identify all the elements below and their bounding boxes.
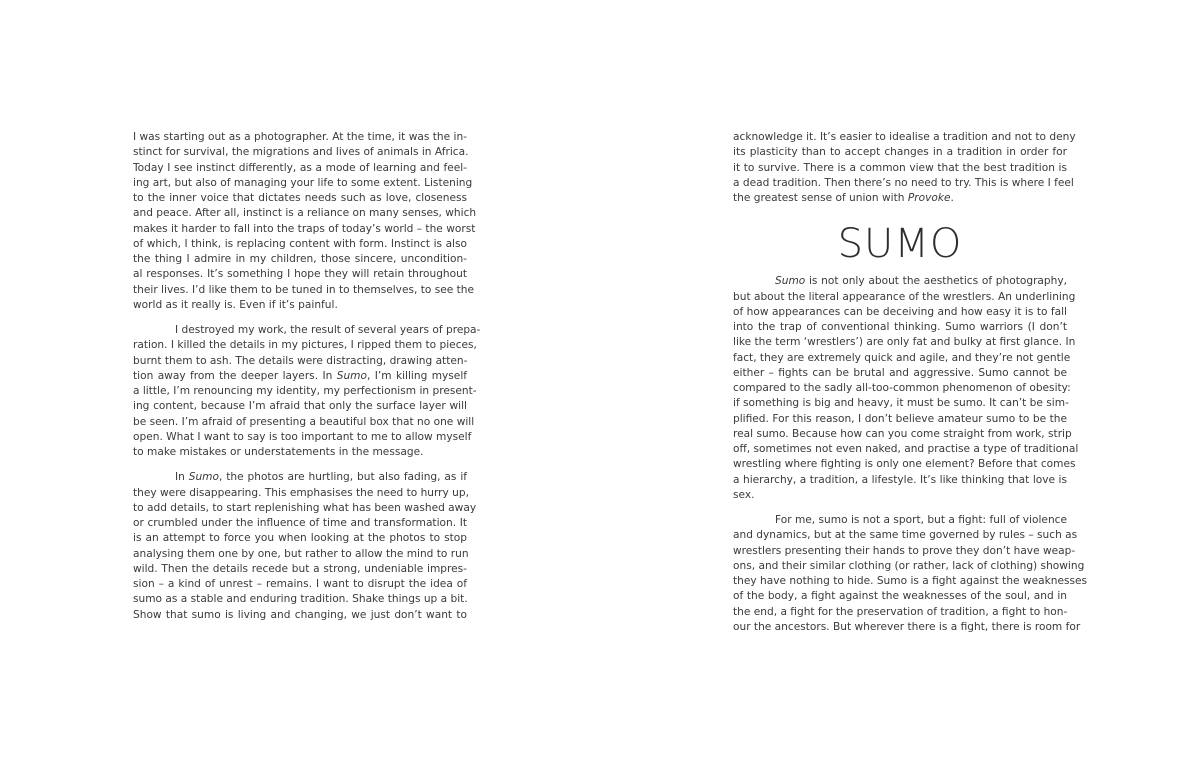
left-paragraph-3 xyxy=(133,470,477,623)
text-line: ing content, because I’m afraid that only the surface layer will xyxy=(133,400,467,413)
text-line: sex. xyxy=(733,488,755,501)
text-line: ons, and their similar clothing (or rather, lack of clothing) showing xyxy=(733,559,1085,572)
text-line: tion away from the deeper layers. In Sumo, I’m killing myself xyxy=(133,369,467,382)
left-paragraph-1 xyxy=(133,130,477,313)
text-line: of how appearances can be deceiving and how easy it is to fall xyxy=(733,305,1067,318)
text-line: sumo as a stable and enduring tradition. Shake things up a bit. xyxy=(133,593,468,606)
text-line: ing art, but also of managing your life to some extent. Listening xyxy=(133,176,473,189)
text-line: into the trap of conventional thinking. Sumo warriors (I don’t xyxy=(733,321,1067,333)
text-line: acknowledge it. It’s easier to idealise a tradition and not to deny xyxy=(733,131,1076,143)
text-line: the thing I admire in my children, those sincere, uncondition- xyxy=(133,253,467,265)
text-line: open. What I want to say is too important to me to allow myself xyxy=(133,430,472,443)
text-line: and peace. After all, instinct is a reliance on many senses, which xyxy=(133,207,477,220)
text-line: ration. I killed the details in my pictures, I ripped them to pieces, xyxy=(133,339,477,352)
text-line: either – fights can be brutal and aggressive. Sumo cannot be xyxy=(733,366,1067,379)
text-line: I was starting out as a photographer. At the time, it was the in- xyxy=(133,131,467,143)
right-paragraph-2 xyxy=(733,513,1088,635)
text-line: stinct for survival, the migrations and lives of animals in Africa. xyxy=(133,146,469,159)
text-line: is an attempt to force you when looking at the photos to stop xyxy=(133,532,467,545)
text-line: and dynamics, but at the same time governed by rules – such as xyxy=(733,529,1078,542)
text-line: be seen. I’m afraid of presenting a beautiful box that no one will xyxy=(133,415,475,428)
right-paragraph-1 xyxy=(733,274,1079,503)
text-line: of the body, a fight against the weaknesses of the soul, and in xyxy=(733,590,1067,603)
text-line: off, sometimes not even naked, and practise a type of traditional xyxy=(733,443,1079,455)
section-heading: SUMO xyxy=(837,221,963,268)
text-line: a little, I’m renouncing my identity, my perfectionism in present- xyxy=(133,385,477,397)
text-line: fact, they are extremely quick and agile, and they’re not gentle xyxy=(733,351,1071,364)
text-line: of which, I think, is replacing content with form. Instinct is also xyxy=(133,237,467,250)
text-line: analysing them one by one, but rather to allow the mind to run xyxy=(133,547,469,560)
text-line: if something is big and heavy, it must be sumo. It can’t be sim- xyxy=(733,397,1069,410)
text-line: its plasticity than to accept changes in a tradition in order for xyxy=(733,146,1067,159)
text-line: wrestling where fighting is only one element? Before that comes xyxy=(733,458,1076,471)
text-line: a dead tradition. Then there’s no need to try. This is where I feel xyxy=(733,176,1074,189)
text-line: world as it really is. Even if it’s painful. xyxy=(133,298,338,311)
text-line: the end, a fight for the preservation of tradition, a fight to hon- xyxy=(733,605,1068,618)
text-line: wild. Then the details recede but a strong, undeniable impres- xyxy=(133,562,467,575)
text-line: the greatest sense of union with Provoke. xyxy=(733,192,954,204)
text-line: Sumo is not only about the aesthetics of photography, xyxy=(775,275,1067,288)
text-line: Show that sumo is living and changing, we just don’t want to xyxy=(133,608,467,621)
text-line: like the term ‘wrestlers’) are only fat and bulky at first glance. In xyxy=(733,336,1076,349)
text-line: a hierarchy, a tradition, a lifestyle. It’s like thinking that love is xyxy=(733,473,1067,486)
text-line: to make mistakes or understatements in the message. xyxy=(133,446,424,458)
left-paragraph-2 xyxy=(133,323,481,460)
text-line: al responses. It’s something I hope they will retain throughout xyxy=(133,268,467,281)
right-page xyxy=(733,130,1088,635)
text-line: compared to the sadly all-too-common phenomenon of obesity: xyxy=(733,382,1071,394)
text-line: their lives. I’d like them to be tuned in to themselves, to see the xyxy=(133,283,475,296)
right-intro-paragraph xyxy=(733,130,1076,206)
text-line: to add details, to start replenishing what has been washed away xyxy=(133,501,477,514)
text-line: wrestlers presenting their hands to prove they don’t have weap- xyxy=(733,544,1076,557)
text-line: they have nothing to hide. Sumo is a fight against the weaknesses xyxy=(733,575,1088,587)
text-line: to the inner voice that dictates needs such as love, closeness xyxy=(133,192,467,204)
text-line: our the ancestors. But wherever there is a fight, there is room for xyxy=(733,620,1081,633)
text-line: but about the literal appearance of the wrestlers. An underlining xyxy=(733,290,1076,303)
text-line: or crumbled under the influence of time and transformation. It xyxy=(133,517,467,529)
left-page xyxy=(133,130,481,623)
text-line: makes it harder to fall into the traps of today’s world – the worst xyxy=(133,222,476,235)
text-line: plified. For this reason, I don’t believe amateur sumo to be the xyxy=(733,412,1067,425)
text-line: sion – a kind of unrest – remains. I want to disrupt the idea of xyxy=(133,578,467,590)
text-line: real sumo. Because how can you come straight from work, strip xyxy=(733,427,1072,440)
text-line: In Sumo, the photos are hurtling, but also fading, as if xyxy=(175,471,467,484)
text-line: I destroyed my work, the result of several years of prepa- xyxy=(175,324,481,336)
text-line: For me, sumo is not a sport, but a fight: full of violence xyxy=(775,514,1067,526)
text-line: it to survive. There is a common view that the best tradition is xyxy=(733,161,1067,174)
text-line: Today I see instinct differently, as a mode of learning and feel- xyxy=(133,161,467,174)
text-line: they were disappearing. This emphasises the need to hurry up, xyxy=(133,486,469,499)
text-line: burnt them to ash. The details were distracting, drawing atten- xyxy=(133,354,468,367)
